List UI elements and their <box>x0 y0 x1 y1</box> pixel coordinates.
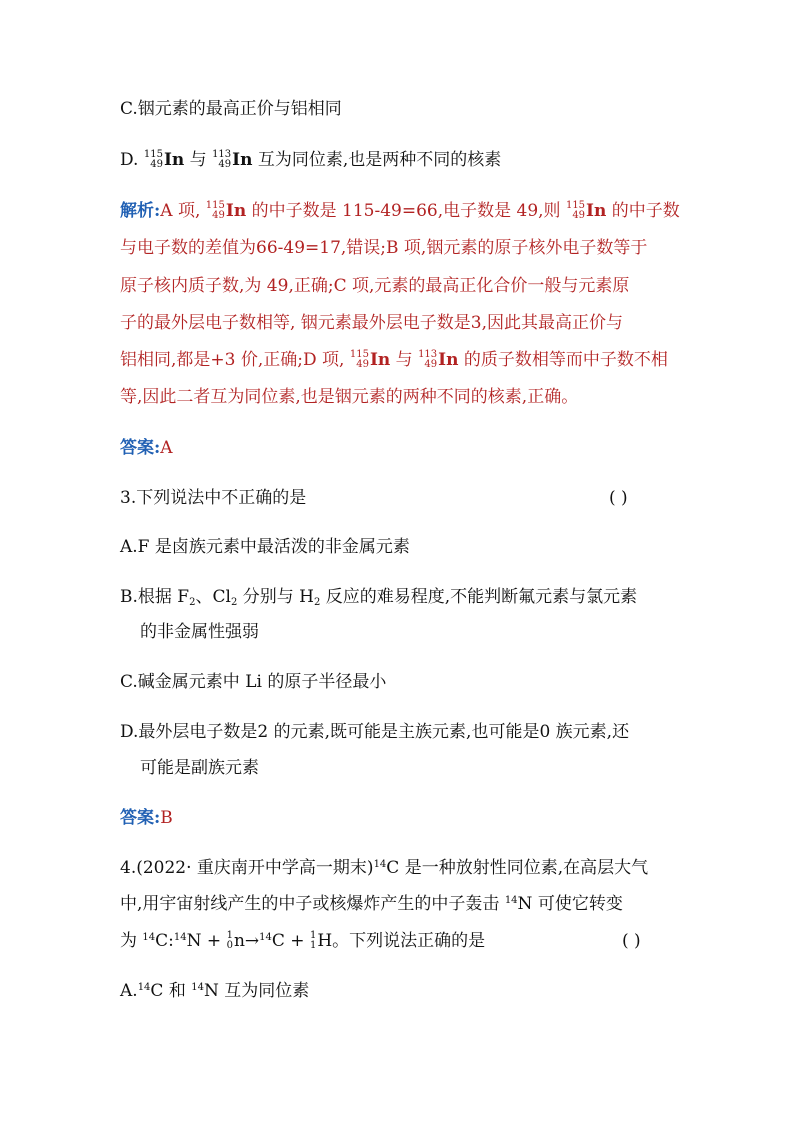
option-d-suffix: 互为同位素,也是两种不同的核素 <box>257 150 502 170</box>
option-text: A.F 是卤族元素中最活泼的非金属元素 <box>120 537 410 557</box>
analysis-line-1 <box>120 200 680 222</box>
element-symbol: In <box>586 201 607 221</box>
answer-value: B <box>160 808 173 828</box>
mass-number: 115 <box>205 200 225 211</box>
option-text: 反应的难易程度,不能判断氟元素与氯元素 <box>320 587 638 607</box>
option-text: 、Cl <box>195 587 231 607</box>
question-3-option-a <box>120 536 410 558</box>
question-3-option-c <box>120 671 386 693</box>
analysis-line-4 <box>120 312 623 334</box>
subscript: 2 <box>189 597 196 608</box>
question-3-option-b <box>120 586 637 608</box>
isotope-in115 <box>144 149 184 171</box>
question-4-stem-3 <box>120 930 485 952</box>
question-text: N 可使它转变 <box>517 894 623 914</box>
answer-line-2 <box>120 807 173 829</box>
atomic-number: 49 <box>356 359 369 370</box>
analysis-text: 与电子数的差值为66-49=17,错误;B 项,铟元素的原子核外电子数等于 <box>120 238 648 258</box>
option-text: 分别与 H <box>237 587 314 607</box>
answer-blank: ( ) <box>609 488 628 508</box>
analysis-text: 铝相同,都是+3 价,正确;D 项, <box>120 350 345 370</box>
isotope-in115 <box>350 349 390 371</box>
option-d-prefix: D. <box>120 150 139 170</box>
superscript: 14 <box>259 932 272 943</box>
analysis-line-2 <box>120 237 647 259</box>
question-text: 3.下列说法中不正确的是 <box>120 488 307 508</box>
question-text: 4.(2022· 重庆南开中学高一期末) <box>120 858 374 878</box>
option-c-line <box>120 98 342 120</box>
analysis-label: 解析: <box>120 201 161 221</box>
question-text: 为 <box>120 931 143 951</box>
superscript: 14 <box>191 982 204 993</box>
element-symbol: In <box>232 150 253 170</box>
atomic-number: 1 <box>309 940 317 951</box>
element-symbol: In <box>369 350 391 370</box>
option-text: C.碱金属元素中 Li 的原子半径最小 <box>120 672 387 692</box>
question-3-stem <box>120 487 306 509</box>
option-d-line <box>120 149 501 171</box>
superscript: 14 <box>504 895 518 906</box>
superscript: 14 <box>373 859 387 870</box>
atomic-number: 49 <box>218 159 232 170</box>
analysis-text: 的中子数 <box>611 201 680 221</box>
answer-line-1 <box>120 437 173 459</box>
option-text: A. <box>120 981 138 1001</box>
atomic-number: 49 <box>150 159 163 170</box>
analysis-line-5 <box>120 349 668 371</box>
question-text: C + <box>271 931 310 951</box>
option-text: C 和 <box>150 981 192 1001</box>
question-3-option-d <box>120 721 629 743</box>
answer-label: 答案: <box>120 438 161 458</box>
analysis-text: 的质子数相等而中子数不相 <box>463 350 668 370</box>
option-text: 的非金属性强弱 <box>140 622 259 642</box>
mass-number: 115 <box>565 200 586 211</box>
atomic-number: 49 <box>424 359 438 370</box>
analysis-text: 子的最外层电子数相等, 铟元素最外层电子数是3,因此其最高正价与 <box>120 313 624 333</box>
element-symbol: In <box>163 150 185 170</box>
question-text: 中,用宇宙射线产生的中子或核爆炸产生的中子轰击 <box>120 894 505 914</box>
superscript: 14 <box>142 932 156 943</box>
answer-label: 答案: <box>120 808 161 828</box>
option-text: 可能是副族元素 <box>140 758 259 778</box>
atomic-number: 0 <box>226 940 233 951</box>
mass-number: 113 <box>212 149 232 160</box>
option-text: D.最外层电子数是2 的元素,既可能是主族元素,也可能是0 族元素,还 <box>120 722 630 742</box>
answer-blank: ( ) <box>622 931 641 951</box>
nuclide-hydrogen <box>310 930 317 952</box>
question-3-option-b-cont <box>140 621 259 643</box>
isotope-in115 <box>566 200 606 222</box>
question-text: n→ <box>233 931 260 951</box>
analysis-line-3 <box>120 275 629 297</box>
question-4-stem-2 <box>120 893 623 915</box>
nuclide-neutron <box>227 930 234 952</box>
mass-number: 113 <box>418 349 438 360</box>
subscript: 2 <box>230 597 238 608</box>
isotope-in113 <box>212 149 252 171</box>
question-text: N + <box>186 931 227 951</box>
option-text: B.根据 F <box>120 587 190 607</box>
question-text: C: <box>155 931 174 951</box>
option-text: N 互为同位素 <box>203 981 310 1001</box>
analysis-text: 原子核内质子数,为 49,正确;C 项,元素的最高正化合价一般与元素原 <box>120 276 630 296</box>
analysis-text: 等,因此二者互为同位素,也是铟元素的两种不同的核素,正确。 <box>120 387 579 407</box>
analysis-text: 的中子数是 115-49=66,电子数是 49,则 <box>251 201 561 221</box>
option-c-text: C.铟元素的最高正价与铝相同 <box>120 99 342 119</box>
analysis-text: A 项, <box>160 201 201 221</box>
answer-value: A <box>160 438 173 458</box>
atomic-number: 49 <box>572 210 586 221</box>
atomic-number: 49 <box>212 210 225 221</box>
analysis-text: 与 <box>395 350 413 370</box>
question-4-stem-1 <box>120 857 648 879</box>
isotope-in113 <box>418 349 458 371</box>
element-symbol: In <box>438 350 459 370</box>
question-3-option-d-cont <box>140 757 259 779</box>
mass-number: 1 <box>309 930 317 941</box>
superscript: 14 <box>173 932 187 943</box>
isotope-in115 <box>206 200 246 222</box>
question-4-option-a <box>120 980 309 1002</box>
question-text: H。下列说法正确的是 <box>317 931 486 951</box>
element-symbol: In <box>225 201 247 221</box>
mass-number: 115 <box>349 349 369 360</box>
mass-number: 1 <box>226 930 233 941</box>
analysis-line-6 <box>120 386 578 408</box>
subscript: 2 <box>313 597 321 608</box>
superscript: 14 <box>137 982 151 993</box>
question-text: C 是一种放射性同位素,在高层大气 <box>386 858 649 878</box>
option-d-mid: 与 <box>189 150 207 170</box>
mass-number: 115 <box>143 149 163 160</box>
